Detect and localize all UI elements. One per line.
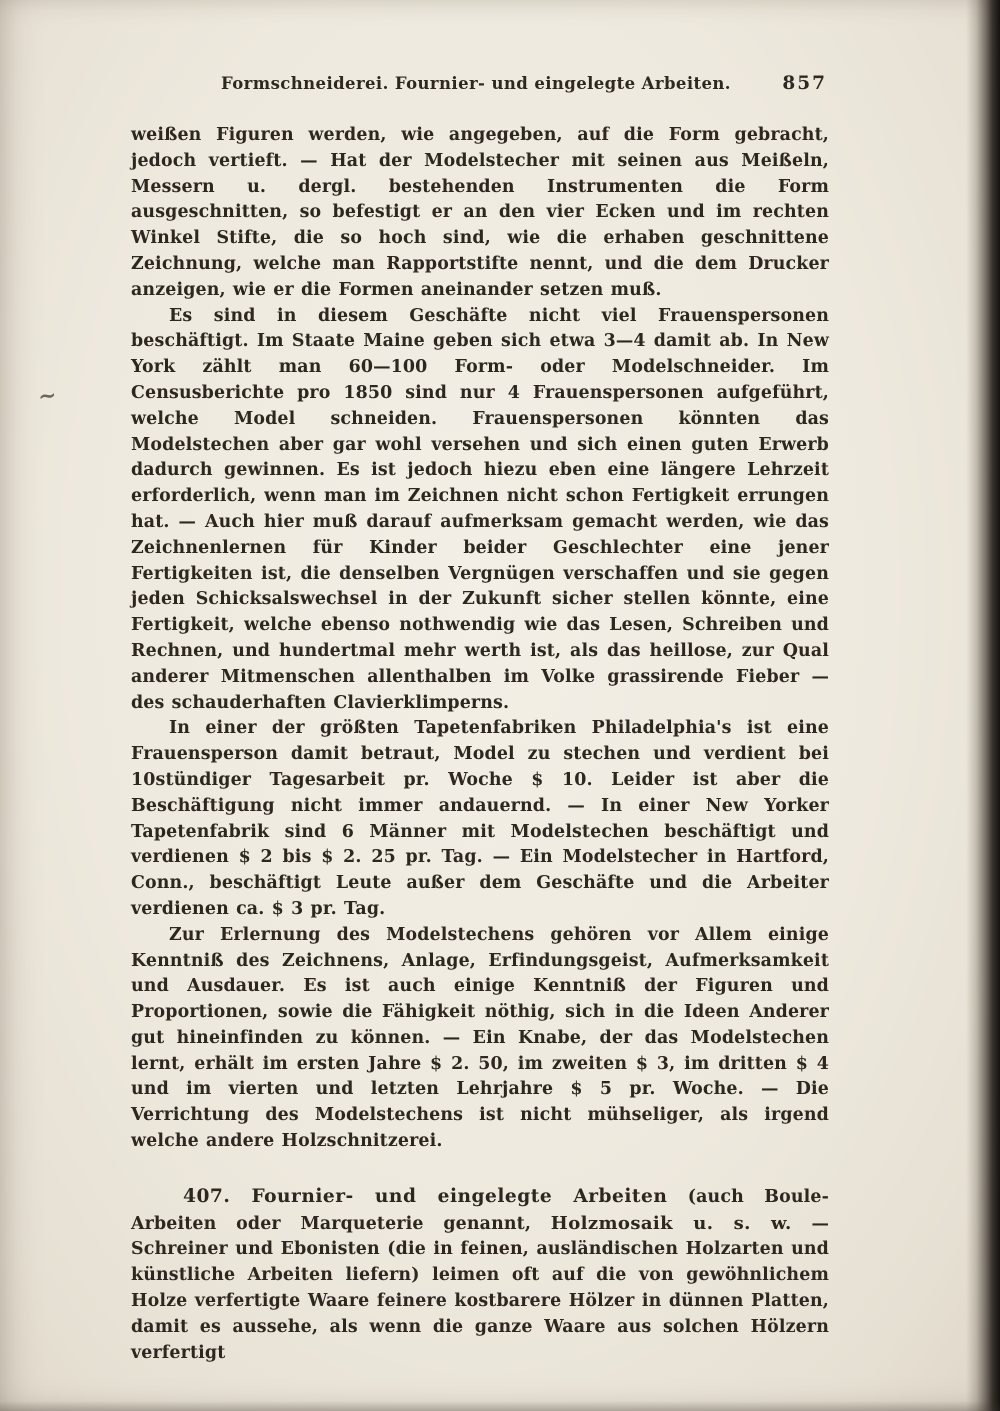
paragraph-wages: In einer der größten Tapetenfabriken Philadelphia's ist eine Frauensperson damit betraut, Model zu stechen und verdient bei 10stündiger Tagesarbeit pr. Woche $ 10. Leider ist aber die Beschäftigung nicht immer andauernd. — In einer New Yorker Tapetenfabrik sind 6 Männer mit Modelstechen beschäftigt und verdienen $ 2 bis $ 2. 25 pr. Tag. — Ein Modelstecher in Hartford, Conn., beschäftigt Leute außer dem Geschäfte und die Arbeiter verdienen ca. $ 3 pr. Tag. — [131, 718, 829, 919]
section-407-paragraph — [131, 1184, 829, 1367]
page-number: 857 — [782, 73, 827, 94]
paragraph-continuation: weißen Figuren werden, wie angegeben, auf die Form gebracht, jedoch vertieft. — Hat der Modelstecher mit seinen aus Meißeln, Messern u. dergl. bestehenden Instrumenten die Form ausgeschnitten, so befestigt er an den vier Ecken und im rechten Winkel Stifte, die so hoch sind, wie die erhaben geschnittene Zeichnung, welche man Rapportstifte nennt, und die dem Drucker anzeigen, wie er die Formen aneinander setzen muß. — [131, 125, 829, 300]
running-header-title: Formschneiderei. Fournier- und eingelegte Arbeiten. — [221, 74, 731, 93]
page-content — [131, 74, 829, 1366]
page-bottom-shadow — [0, 1401, 1000, 1411]
section-407-heading: 407. Fournier- und eingelegte Arbeiten — [183, 1185, 668, 1207]
paragraph-employment: Es sind in diesem Geschäfte nicht viel Frauenspersonen beschäftigt. Im Staate Maine geben sich etwa 3—4 damit ab. In New York zählt man 60—100 Form- oder Modelschneider. Im Censusberichte pro 1850 sind nur 4 Frauenspersonen aufgeführt, welche Model schneiden. Frauenspersonen könnten das Modelstechen aber gar wohl versehen und sich einen guten Erwerb dadurch gewinnen. Es ist jedoch hiezu eben eine längere Lehrzeit erforderlich, wenn man im Zeichnen nicht schon Fertigkeit errungen hat. — Auch hier muß darauf aufmerksam gemacht werden, wie das Zeichnenlernen für Kinder beider Geschlechter eine jener Fertigkeiten ist, die denselben Vergnügen verschaffen und sie gegen jeden Schicksalswechsel in der Zukunft sicher stellen könnte, eine Fertigkeit, welche ebenso nothwendig wie das Lesen, Schreiben und Rechnen, und hundertmal mehr werth ist, als das heillose, zur Qual anderer Mitmenschen allenthalben im Volke grassirende Fieber — des schauderhaften Clavierklimperns. — [131, 305, 829, 713]
section-407-text-a: (auch Boule-Arbeiten oder Marqueterie genannt, — [131, 1186, 829, 1234]
running-header — [131, 74, 829, 93]
margin-pencil-mark: ~ — [36, 381, 59, 411]
paragraph-apprenticeship: Zur Erlernung des Modelstechens gehören vor Allem einige Kenntniß des Zeichnens, Anlage, Erfindungsgeist, Aufmerksamkeit und Ausdauer. Es ist auch einige Kenntniß der Figuren und Proportionen, sowie die Fähigkeit nöthig, sich in die Ideen Anderer gut hineinfinden zu können. — Ein Knabe, der das Modelstechen lernt, erhält im ersten Jahre $ 2. 50, im zweiten $ 3, im dritten $ 4 und im vierten und letzten Lehrjahre $ 5 pr. Woche. — Die Verrichtung des Modelstechens ist nicht mühseliger, als irgend welche andere Holzschnitzerei. — [131, 924, 829, 1152]
section-407-text-b: — Schreiner und Ebonisten (die in feinen, ausländischen Holzarten und künstliche Arbeiten liefern) leimen oft auf die von gewöhnlichem Holze verfertigte Waare feinere kostbarere Hölzer in dünnen Platten, damit es aussehe, als wenn die ganze Waare aus solchen Hölzern verfertigt — [131, 1213, 829, 1363]
section-407-bold-term: Holzmosaik u. s. w. — [550, 1212, 792, 1234]
book-edge-shadow — [966, 0, 1000, 1411]
